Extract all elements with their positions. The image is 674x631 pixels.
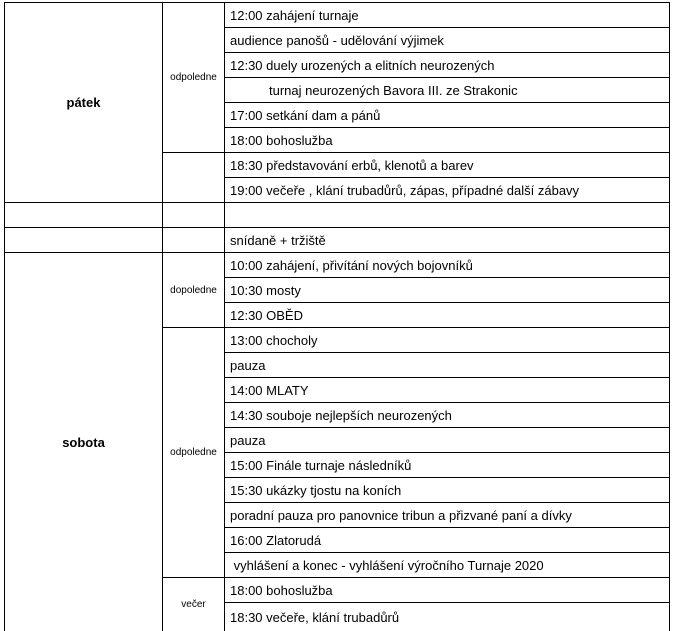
- schedule-item: 14:30 souboje nejlepších neurozených: [224, 402, 670, 427]
- schedule-item: turnaj neurozených Bavora III. ze Strakonic: [224, 77, 670, 102]
- schedule-item: 12:00 zahájení turnaje: [224, 2, 670, 27]
- part-cell-sobota-morning: dopoledne: [162, 252, 224, 327]
- schedule-item: 10:00 zahájení, přivítání nových bojovníků: [224, 252, 670, 277]
- schedule-item: 16:00 Zlatorudá: [224, 527, 670, 552]
- schedule-item: 13:00 chocholy: [224, 327, 670, 352]
- schedule-item: 18:00 bohoslužba: [224, 127, 670, 152]
- schedule-item: vyhlášení a konec - vyhlášení výročního Turnaje 2020: [224, 552, 670, 577]
- part-cell-sobota-evening: večer: [162, 577, 224, 631]
- schedule-item: 18:30 představování erbů, klenotů a barev: [224, 152, 670, 177]
- schedule-item: pauza: [224, 427, 670, 452]
- part-cell-empty: [162, 227, 224, 252]
- schedule-item: poradní pauza pro panovnice tribun a přizvané paní a dívky: [224, 502, 670, 527]
- schedule-item: 15:00 Finále turnaje následníků: [224, 452, 670, 477]
- schedule-item: 12:30 OBĚD: [224, 302, 670, 327]
- schedule-item: 12:30 duely urozených a elitních neurozených: [224, 52, 670, 77]
- schedule-item: 19:00 večeře , klání trubadůrů, zápas, případné další zábavy: [224, 177, 670, 202]
- part-cell-empty: [162, 202, 224, 227]
- day-cell-patek: pátek: [4, 2, 162, 202]
- schedule-item: audience panošů - udělování výjimek: [224, 27, 670, 52]
- schedule-item: 18:30 večeře, klání trubadůrů: [224, 602, 670, 631]
- schedule-item: pauza: [224, 352, 670, 377]
- part-cell-empty: [162, 152, 224, 202]
- breakfast-day-cell: [4, 227, 162, 252]
- part-cell-patek-afternoon: odpoledne: [162, 2, 224, 152]
- day-cell-sobota: sobota: [4, 252, 162, 631]
- breakfast-item: snídaně + tržiště: [224, 227, 670, 252]
- schedule-item: 10:30 mosty: [224, 277, 670, 302]
- schedule-item: 14:00 MLATY: [224, 377, 670, 402]
- schedule-item: 17:00 setkání dam a pánů: [224, 102, 670, 127]
- spacer-cell: [4, 202, 162, 227]
- schedule-item: 15:30 ukázky tjostu na koních: [224, 477, 670, 502]
- part-cell-sobota-afternoon: odpoledne: [162, 327, 224, 577]
- schedule-item: 18:00 bohoslužba: [224, 577, 670, 602]
- spacer-row: [224, 202, 670, 227]
